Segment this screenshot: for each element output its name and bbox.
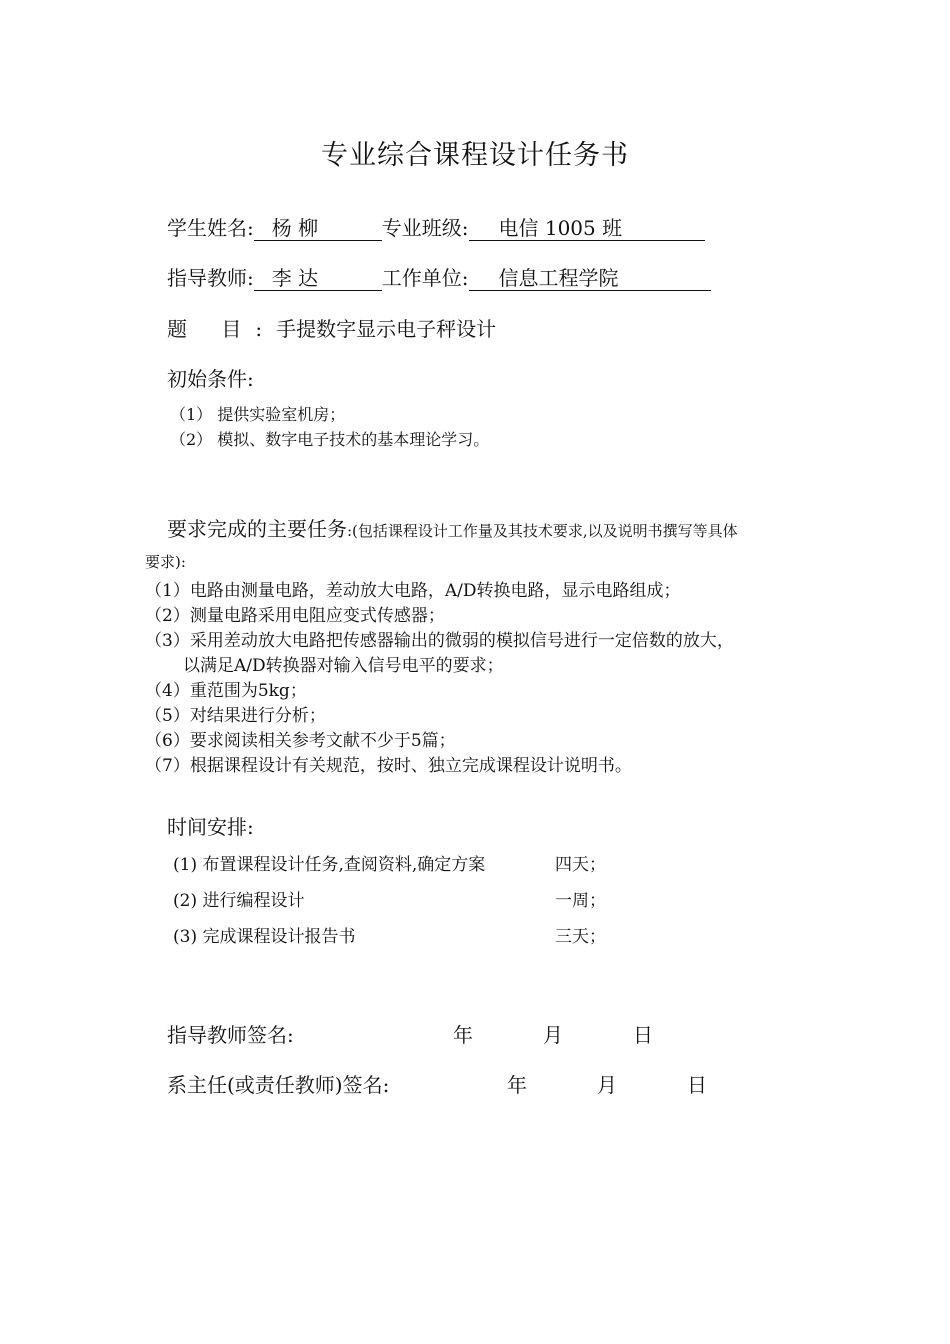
tasks-heading-row [167,513,738,542]
task-item-2: （2）测量电路采用电阻应变式传感器； [145,606,445,626]
task-item-4: （4）重范围为5kg； [145,681,307,701]
initial-heading: 初始条件: [167,367,254,391]
student-name-label: 学生姓名: [167,216,254,240]
head-signature-day: 日 [687,1073,707,1097]
teacher-signature-day: 日 [633,1023,653,1047]
task-item-1: （1）电路由测量电路，差动放大电路，A/D转换电路，显示电路组成； [145,581,681,601]
schedule-task-3: (3) 完成课程设计报告书 [173,927,356,947]
tasks-note: :(包括课程设计工作量及其技术要求,以及说明书撰写等具体 [347,522,738,540]
schedule-heading: 时间安排: [167,815,254,839]
task-item-7: （7）根据课程设计有关规范，按时、独立完成课程设计说明书。 [145,756,632,776]
initial-item-1: （1） 提供实验室机房； [170,405,346,424]
topic-row [167,313,496,342]
initial-item-2: （2） 模拟、数字电子技术的基本理论学习。 [170,430,490,449]
task-item-6: （6）要求阅读相关参考文献不少于5篇； [145,731,456,751]
teacher-row [167,262,711,291]
unit-value: 信息工程学院 [469,267,711,291]
teacher-signature-year: 年 [453,1023,473,1047]
student-name-value: 杨 柳 [254,217,382,241]
topic-label: 题 目: [167,317,277,341]
task-item-3-continued: 以满足A/D转换器对输入信号电平的要求； [183,656,504,676]
tasks-heading: 要求完成的主要任务 [167,517,347,541]
student-name-row [167,212,705,241]
schedule-task-2: (2) 进行编程设计 [173,891,305,911]
topic-value: 手提数字显示电子秤设计 [276,317,497,341]
teacher-signature-month: 月 [543,1023,563,1047]
teacher-signature-label: 指导教师签名: [167,1023,294,1047]
class-label: 专业班级: [381,216,469,240]
schedule-duration-1: 四天； [555,855,606,875]
head-signature-month: 月 [597,1073,617,1097]
tasks-note-continued: 要求): [145,553,186,571]
teacher-value: 李 达 [254,267,382,291]
schedule-task-1: (1) 布置课程设计任务,查阅资料,确定方案 [173,855,486,875]
class-value: 电信 1005 班 [469,217,705,241]
teacher-label: 指导教师: [167,266,254,290]
task-item-3: （3）采用差动放大电路把传感器输出的微弱的模拟信号进行一定倍数的放大， [145,631,734,651]
task-item-5: （5）对结果进行分析； [145,706,326,726]
schedule-duration-3: 三天； [555,927,606,947]
document-title: 专业综合课程设计任务书 [321,140,629,171]
head-signature-label: 系主任(或责任教师)签名: [167,1073,390,1097]
schedule-duration-2: 一周； [555,891,606,911]
head-signature-year: 年 [507,1073,527,1097]
unit-label: 工作单位: [381,266,469,290]
